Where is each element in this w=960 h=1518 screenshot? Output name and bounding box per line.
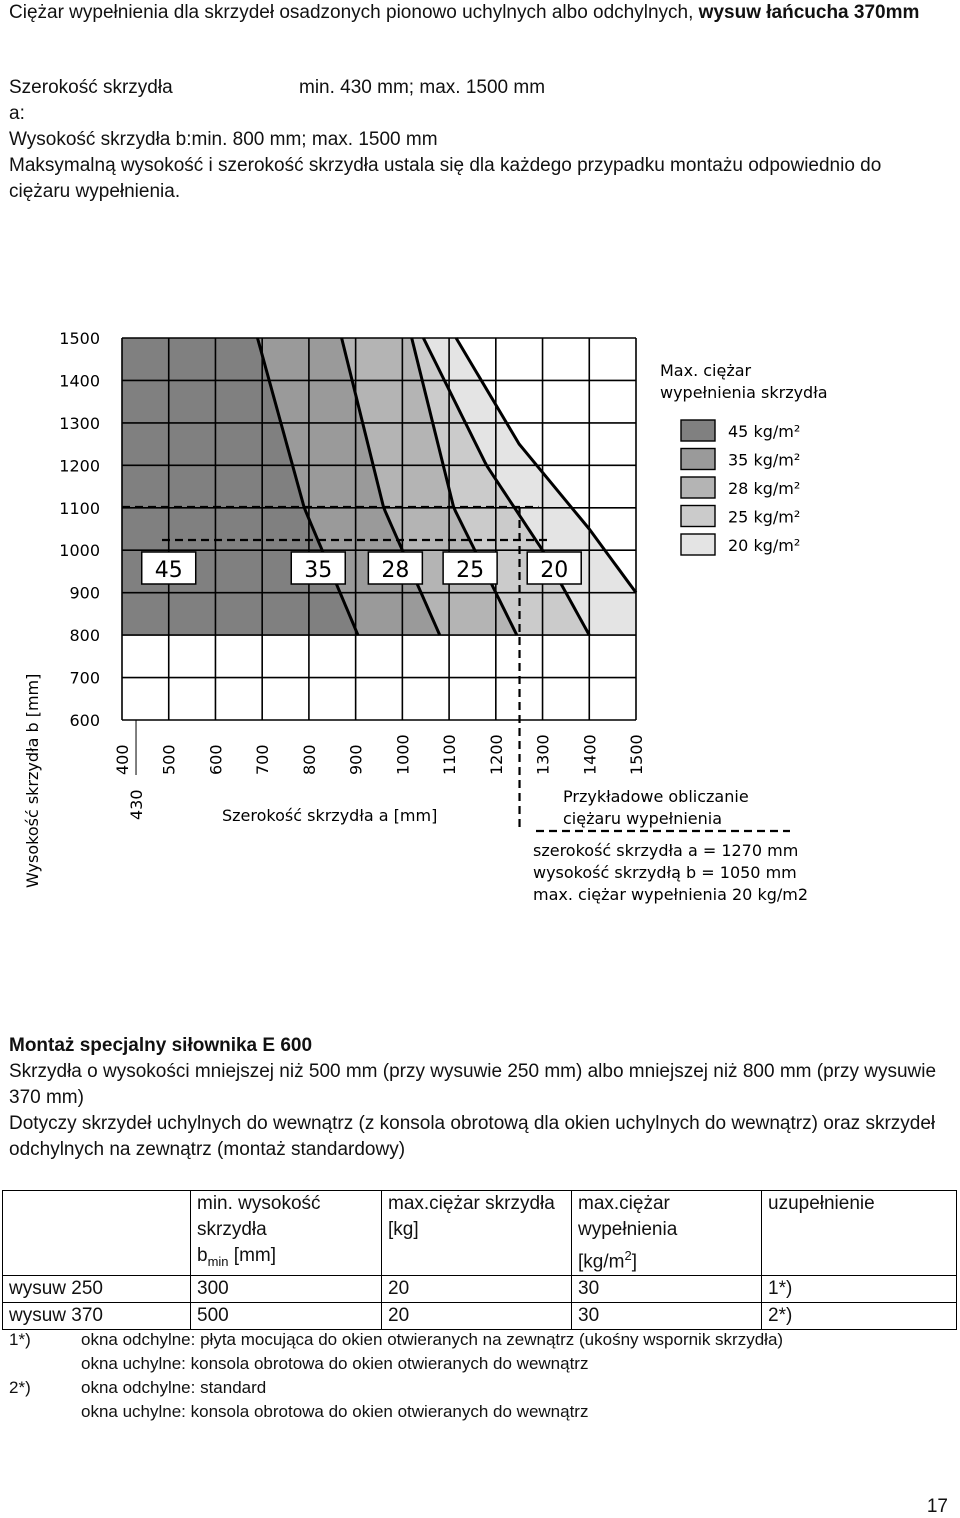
y-tick-label: 1200: [59, 456, 100, 476]
legend-label: 28 kg/m²: [728, 479, 801, 498]
legend-title-line: wypełnienia skrzydła: [660, 383, 828, 402]
legend-swatch: [681, 534, 715, 555]
table-row: [3, 1276, 957, 1303]
y-axis-label: Wysokość skrzydła b [mm]: [23, 673, 42, 888]
table-cell: 1*): [762, 1276, 957, 1303]
page-number: 17: [926, 1496, 948, 1517]
footnote-text: okna uchylne: konsola obrotowa do okien otwieranych do wewnątrz: [81, 1354, 589, 1373]
legend-swatch: [681, 506, 715, 527]
legend-swatch: [681, 477, 715, 498]
size-note: Maksymalną wysokość i szerokość skrzydła ustala się dla każdego przypadku montażu odpowiednio do ciężaru wypełnienia.: [9, 155, 882, 202]
x-tick-label: 1300: [533, 734, 553, 775]
legend-swatch: [681, 449, 715, 470]
table-cell: wysuw 250: [3, 1276, 191, 1303]
table-cell: 20: [382, 1276, 572, 1303]
header-text: [mm]: [228, 1245, 277, 1266]
spec-width: [9, 75, 545, 127]
footnote-1: [9, 1328, 783, 1376]
header-supplement: uzupełnienie: [762, 1191, 957, 1276]
header-max-weight: max.ciężar skrzydła [kg]: [382, 1191, 572, 1276]
example-line: max. ciężar wypełnienia 20 kg/m2: [533, 885, 809, 904]
header-text: b: [197, 1245, 208, 1266]
footnote-text: okna odchylne: płyta mocująca do okien otwieranych na zewnątrz (ukośny wspornik skrzydła): [81, 1330, 784, 1349]
x-tick-label: 500: [159, 744, 179, 775]
spec-value: min. 430 mm; max. 1500 mm: [299, 77, 546, 98]
title-bold-text: wysuw łańcucha 370mm: [698, 2, 920, 23]
table-cell: 300: [191, 1276, 382, 1303]
document-title: [9, 0, 939, 26]
header-text: [kg/m: [578, 1251, 625, 1273]
section-title: Montaż specjalny siłownika E 600: [9, 1035, 313, 1056]
table-cell: wysuw 370: [3, 1303, 191, 1330]
x-tick-label: 700: [253, 744, 273, 775]
x-tick-label: 600: [206, 744, 226, 775]
x-tick-label: 1500: [627, 734, 646, 775]
spec-label: Szerokość skrzydła a:: [9, 77, 173, 124]
footnote-key: 2*): [9, 1378, 31, 1397]
legend-label: 45 kg/m²: [728, 422, 801, 441]
x-tick-label: 430: [127, 789, 147, 820]
table-cell: 20: [382, 1303, 572, 1330]
header-sup: 2: [624, 1248, 632, 1263]
header-text: max.ciężar wypełnienia: [578, 1193, 678, 1240]
header-text: ]: [631, 1251, 637, 1273]
spec-value: min. 800 mm; max. 1500 mm: [191, 129, 438, 150]
table-row: [3, 1303, 957, 1330]
x-tick-label: 900: [346, 744, 366, 775]
y-tick-label: 1400: [59, 371, 100, 391]
zone-label: 28: [381, 558, 410, 583]
header-text: min. wysokość skrzydła: [197, 1193, 321, 1240]
x-tick-label: 800: [299, 744, 319, 775]
legend-swatch: [681, 420, 715, 441]
header-max-fill: [572, 1191, 762, 1276]
legend-label: 20 kg/m²: [728, 536, 801, 555]
weight-chart: [0, 320, 960, 920]
footnote-2: [9, 1376, 588, 1424]
zone-label: 45: [154, 558, 183, 583]
spec-table: [2, 1190, 957, 1330]
table-header-row: [3, 1191, 957, 1276]
table-corner-cell: [3, 1191, 191, 1276]
example-title: Przykładowe obliczanie: [563, 787, 749, 806]
x-tick-label: 1400: [580, 734, 600, 775]
example-line: wysokość skrzydłą b = 1050 mm: [533, 863, 797, 882]
example-line: szerokość skrzydła a = 1270 mm: [533, 841, 799, 860]
y-tick-label: 800: [69, 626, 100, 646]
table-cell: 2*): [762, 1303, 957, 1330]
x-tick-label: 400: [113, 744, 132, 775]
legend-label: 35 kg/m²: [728, 450, 801, 470]
x-tick-label: 1000: [393, 734, 413, 775]
spec-label: Wysokość skrzydła b:: [9, 129, 192, 150]
section-paragraph-1: Skrzydła o wysokości mniejszej niż 500 mm (przy wysuwie 250 mm) albo mniejszej niż 800 mm (przy wysuwie 370 mm): [9, 1061, 937, 1108]
footnote-text: okna uchylne: konsola obrotowa do okien otwieranych do wewnątrz: [81, 1402, 589, 1421]
table-cell: 30: [572, 1276, 762, 1303]
table-cell: 30: [572, 1303, 762, 1330]
table-cell: 500: [191, 1303, 382, 1330]
section-paragraph-2: Dotyczy skrzydeł uchylnych do wewnątrz (z konsola obrotową dla okien uchylnych do wewnątrz) oraz skrzydeł odchylnych na zewnątrz (montaż standardowy): [9, 1113, 936, 1160]
spec-height: [9, 127, 545, 153]
y-tick-label: 1300: [59, 413, 100, 433]
y-tick-label: 900: [69, 583, 100, 603]
title-text: Ciężar wypełnienia dla skrzydeł osadzonych pionowo uchylnych albo odchylnych,: [9, 2, 699, 23]
y-tick-label: 1000: [59, 541, 100, 561]
zone-label: 35: [304, 558, 333, 583]
zone-label: 25: [456, 558, 485, 583]
legend-title: [660, 361, 828, 402]
spec-list: [9, 75, 545, 153]
y-tick-label: 1500: [59, 329, 100, 348]
x-axis-label: Szerokość skrzydła a [mm]: [222, 806, 438, 825]
footnote-key: 1*): [9, 1330, 31, 1349]
header-min-height: [191, 1191, 382, 1276]
x-tick-label: 1200: [486, 734, 506, 775]
x-tick-label: 1100: [440, 734, 460, 775]
footnote-text: okna odchylne: standard: [81, 1378, 267, 1397]
header-sub: min: [207, 1253, 229, 1269]
example-title: ciężaru wypełnienia: [563, 809, 723, 828]
legend-title-line: Max. ciężar: [660, 361, 752, 380]
zone-label: 20: [540, 558, 569, 583]
legend-label: 25 kg/m²: [728, 507, 801, 527]
y-tick-label: 600: [69, 711, 100, 730]
y-tick-label: 1100: [59, 498, 100, 518]
y-tick-label: 700: [69, 668, 100, 688]
